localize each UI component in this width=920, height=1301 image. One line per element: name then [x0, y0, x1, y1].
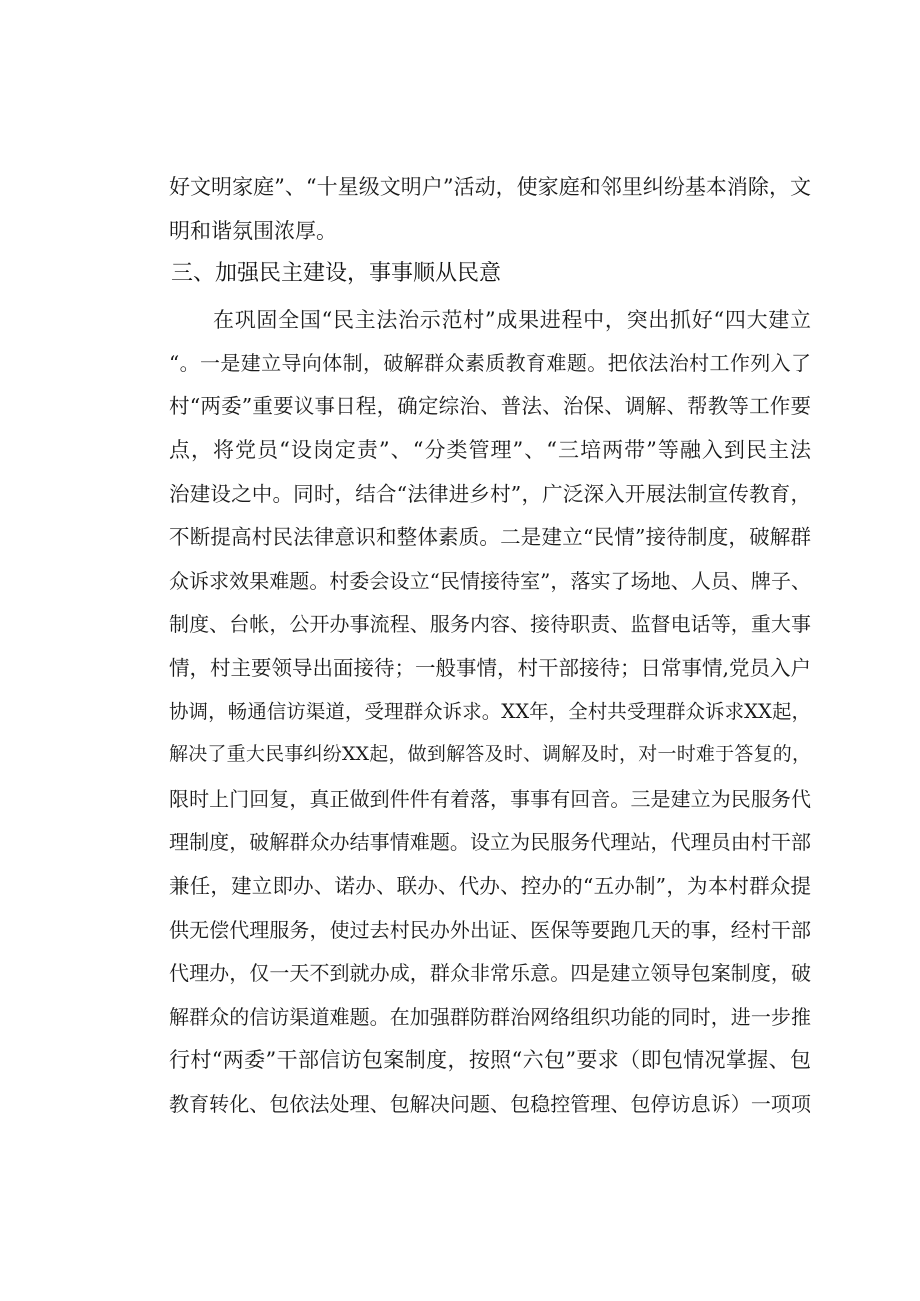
body-line: 代理办，仅一天不到就办成，群众非常乐意。四是建立领导包案制度，破	[169, 961, 811, 985]
body-line: 解群众的信访渠道难题。在加强群防群治网络组织功能的同时，进一步推	[169, 1005, 811, 1029]
body-line: 点，将党员“设岗定责”、“分类管理”、“三培两带”等融入到民主法	[169, 438, 811, 462]
body-line: 众诉求效果难题。村委会设立“民情接待室”，落实了场地、人员、牌子、	[169, 569, 811, 593]
body-line: 情，村主要领导出面接待；一般事情，村干部接待；日常事情,党员入户	[169, 656, 812, 680]
body-line: 限时上门回复，真正做到件件有着落，事事有回音。三是建立为民服务代	[169, 787, 811, 811]
body-line: 不断提高村民法律意识和整体素质。二是建立“民情”接待制度，破解群	[169, 525, 811, 549]
body-line: 兼任，建立即办、诺办、联办、代办、控办的“五办制”，为本村群众提	[169, 874, 811, 898]
body-line: 治建设之中。同时，结合“法律进乡村”，广泛深入开展法制宣传教育，	[169, 482, 811, 506]
body-line: 好文明家庭”、“十星级文明户”活动，使家庭和邻里纠纷基本消除，文	[169, 175, 811, 199]
body-line: 在巩固全国“民主法治示范村”成果进程中，突出抓好“四大建立	[213, 308, 811, 332]
body-line: 行村“两委”干部信访包案制度，按照“六包”要求（即包情况掌握、包	[169, 1048, 811, 1072]
body-line: 明和谐氛围浓厚。	[169, 219, 337, 243]
body-line: 制度、台帐，公开办事流程、服务内容、接待职责、监督电话等，重大事	[169, 612, 811, 636]
body-line: 教育转化、包依法处理、包解决问题、包稳控管理、包停访息诉）一项项	[169, 1092, 811, 1116]
body-line: 理制度，破解群众办结事情难题。设立为民服务代理站，代理员由村干部	[169, 830, 811, 854]
body-line: 供无偿代理服务，使过去村民办外出证、医保等要跑几天的事，经村干部	[169, 918, 811, 942]
body-line: 解决了重大民事纠纷XX起，做到解答及时、调解及时，对一时难于答复的，	[169, 743, 811, 765]
section-heading: 三、加强民主建设，事事顺从民意	[171, 261, 502, 286]
body-line: 协调，畅通信访渠道，受理群众诉求。XX年，全村共受理群众诉求XX起，	[169, 700, 811, 723]
body-line: “。一是建立导向体制，破解群众素质教育难题。把依法治村工作列入了	[169, 351, 811, 375]
body-line: 村“两委”重要议事日程，确定综治、普法、治保、调解、帮教等工作要	[169, 394, 811, 418]
